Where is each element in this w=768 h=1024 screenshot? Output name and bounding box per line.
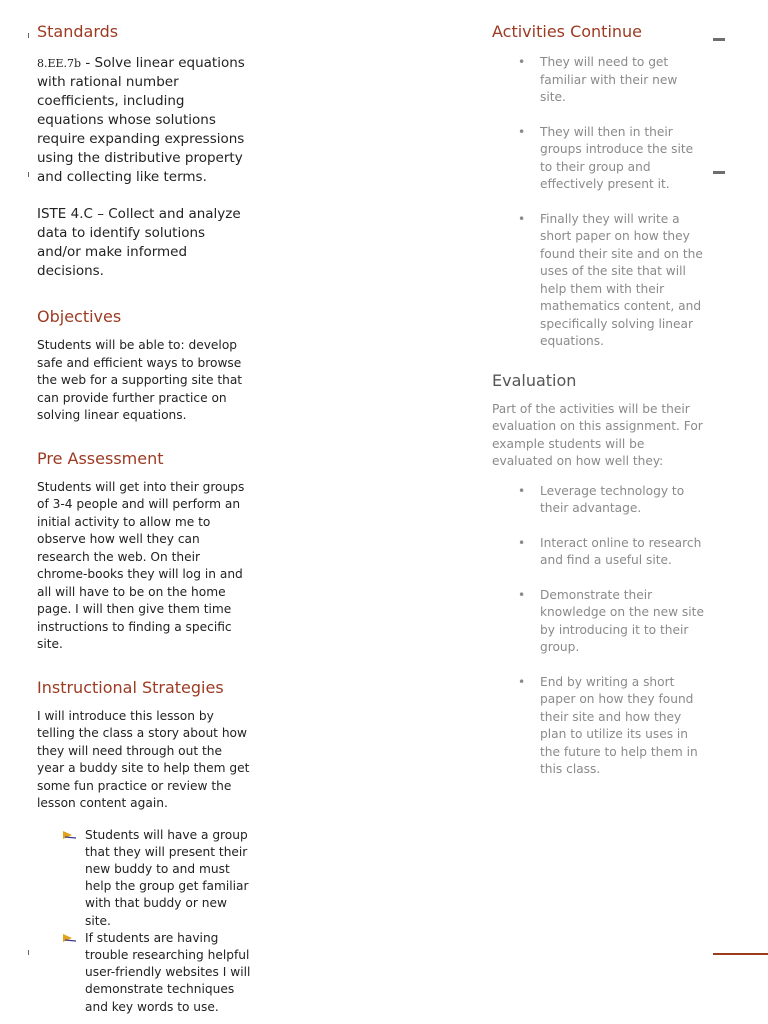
bullet-dot-icon: • bbox=[518, 535, 526, 550]
margin-tick bbox=[28, 950, 29, 955]
objectives-text: Students will be able to: develop safe and efficient ways to browse the web for a supporting site that can provide further practice on solving linear equations. bbox=[37, 338, 243, 422]
pre-assessment-text: Students will get into their groups of 3-4 people and will perform an initial activity to allow me to observe how well they can research the web. On their chrome-books they will log in and all will have to be on the home page. I will then give them time instructions to finding a specific site. bbox=[37, 479, 245, 651]
objectives-heading: Objectives bbox=[37, 307, 122, 326]
objectives-section bbox=[37, 305, 252, 425]
evaluation-bullet-3: Demonstrate their knowledge on the new site by introducing it to their group. bbox=[540, 587, 704, 654]
instructional-strategies-text: I will introduce this lesson by telling the class a story about how they will need through out the year a buddy site to help them get some fun practice or review the lesson content again. bbox=[37, 708, 250, 810]
bullet-dot-icon: • bbox=[518, 55, 526, 69]
fold-mark bbox=[713, 38, 725, 41]
list-item bbox=[492, 124, 707, 194]
arrow-bullet-icon bbox=[63, 831, 77, 839]
bullet-dot-icon: • bbox=[518, 587, 526, 602]
bullet-dot-icon: • bbox=[518, 124, 526, 139]
evaluation-text: Part of the activities will be their evaluation on this assignment. For example students will be evaluated on how well they: bbox=[492, 401, 703, 468]
standard-1 bbox=[37, 54, 252, 187]
margin-tick bbox=[28, 172, 29, 177]
strategy-bullet-2: If students are having trouble researching helpful user-friendly websites I will demonstrate techniques and key words to use. bbox=[85, 930, 251, 1014]
activity-bullet-2: They will then in their groups introduce the site to their group and effectively present it. bbox=[540, 124, 694, 191]
list-item bbox=[37, 930, 252, 1016]
list-item bbox=[492, 54, 707, 107]
evaluation-bullet-1: Leverage technology to their advantage. bbox=[540, 483, 685, 515]
standard-1-text: - Solve linear equations with rational number coefficients, including equations whose solutions require expanding expressions using the distributive property and collecting like terms. bbox=[37, 55, 245, 185]
strategy-bullet-1: Students will have a group that they will present their new buddy to and must help the group get familiar with that buddy or new site. bbox=[85, 827, 249, 928]
list-item bbox=[492, 674, 707, 779]
evaluation-bullet-4: End by writing a short paper on how they found their site and how they plan to utilize its uses in the future to help them in this class. bbox=[540, 674, 698, 776]
standards-heading: Standards bbox=[37, 22, 119, 41]
bullet-dot-icon: • bbox=[518, 674, 526, 689]
list-item bbox=[37, 827, 252, 930]
list-item bbox=[492, 483, 707, 518]
margin-tick bbox=[28, 33, 29, 38]
evaluation-list bbox=[492, 483, 707, 779]
standard-code: 8.EE.7b bbox=[37, 57, 82, 70]
list-item bbox=[492, 587, 707, 657]
pre-assessment-heading: Pre Assessment bbox=[37, 448, 164, 468]
list-item bbox=[492, 211, 707, 351]
evaluation-section bbox=[492, 369, 707, 779]
evaluation-heading: Evaluation bbox=[492, 370, 577, 390]
activity-bullet-3: Finally they will write a short paper on how they found their site and on the uses of the site that will help them with their mathematics content, and specifically solving linear equations. bbox=[540, 211, 703, 348]
list-item bbox=[492, 535, 707, 570]
instructional-strategies-section bbox=[37, 676, 252, 1016]
activities-heading: Activities Continue bbox=[492, 22, 643, 41]
standard-2: ISTE 4.C – Collect and analyze data to identify solutions and/or make informed decisions. bbox=[37, 206, 241, 279]
right-column bbox=[492, 20, 707, 796]
pre-assessment-section bbox=[37, 447, 252, 654]
activity-bullet-1: They will need to get familiar with their new site. bbox=[540, 55, 678, 104]
instructional-strategies-heading: Instructional Strategies bbox=[37, 677, 224, 697]
bullet-dot-icon: • bbox=[518, 483, 526, 498]
activities-section bbox=[492, 20, 707, 351]
fold-mark bbox=[713, 171, 725, 174]
left-column bbox=[37, 20, 252, 1016]
bullet-dot-icon: • bbox=[518, 211, 526, 226]
evaluation-bullet-2: Interact online to research and find a useful site. bbox=[540, 535, 702, 567]
arrow-bullet-icon bbox=[63, 934, 77, 942]
accent-rule bbox=[713, 953, 768, 955]
strategies-list bbox=[37, 827, 252, 1016]
activities-list bbox=[492, 54, 707, 351]
standards-section bbox=[37, 20, 252, 281]
